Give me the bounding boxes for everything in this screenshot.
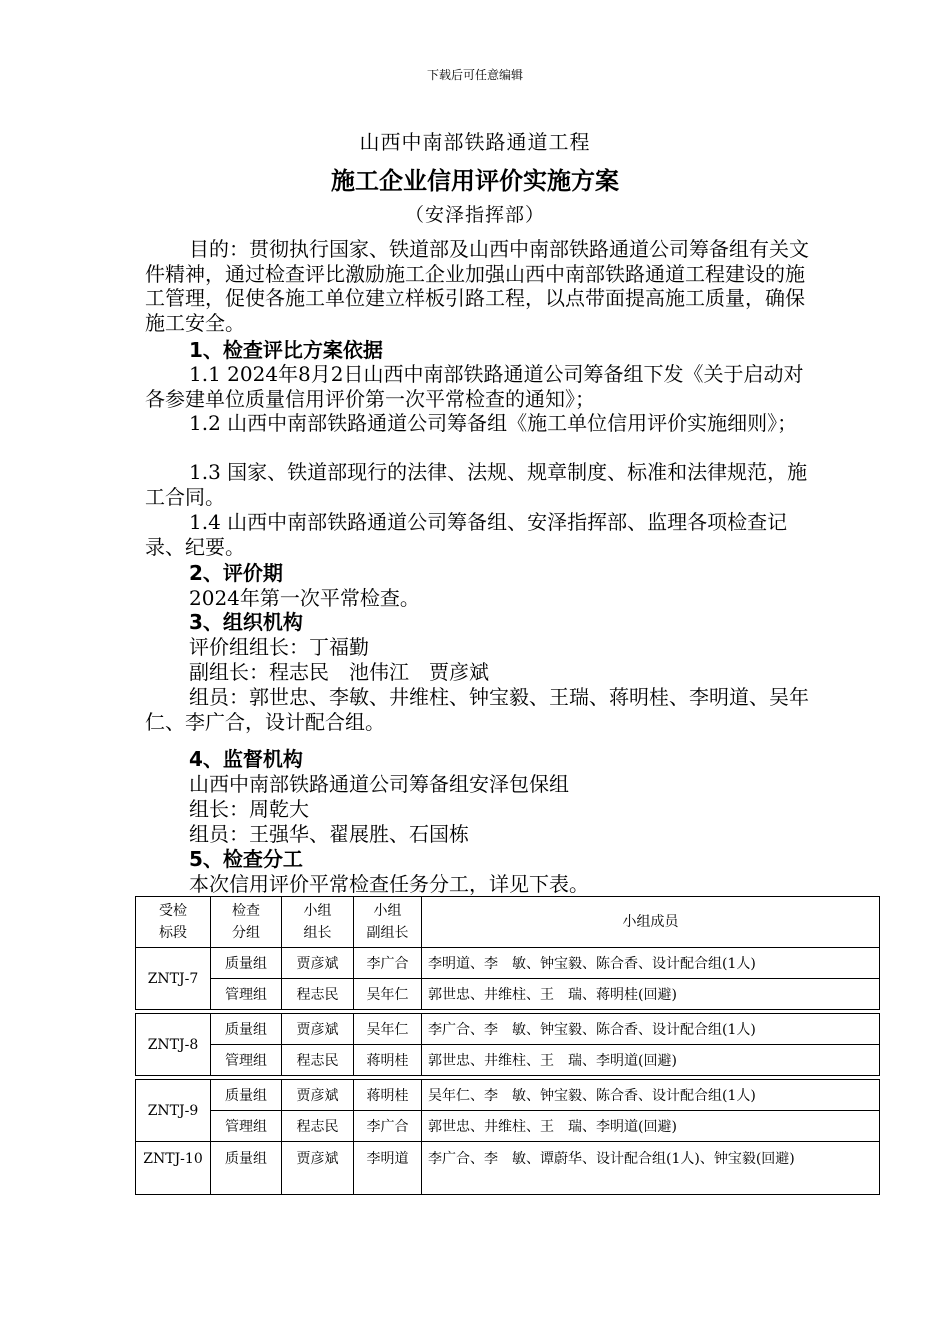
members-cell: 郭世忠、井维柱、王 瑞、李明道(回避) <box>422 1111 880 1142</box>
basis-item-2: 1.2 山西中南部铁路通道公司筹备组《施工单位信用评价实施细则》； <box>189 411 798 435</box>
table-row <box>136 1014 880 1045</box>
members-cell: 李明道、李 敏、钟宝毅、陈合香、设计配合组(1人) <box>422 948 880 979</box>
document-subtitle: （安泽指挥部） <box>404 204 545 226</box>
table-row <box>136 1111 880 1142</box>
section-cell: ZNTJ-7 <box>136 948 211 1010</box>
leader-cell: 程志民 <box>282 1045 354 1076</box>
basis-item-1: 1.1 2024年8月2日山西中南部铁路通道公司筹备组下发《关于启动对各参建单位质量信用评价第一次平常检查的通知》； <box>145 362 804 411</box>
basis-item-3: 1.3 国家、铁道部现行的法律、法规、规章制度、标准和法律规范，施工合同。 <box>145 460 808 509</box>
header-note: 下载后可任意编辑 <box>426 68 523 82</box>
group-cell: 质量组 <box>211 1080 282 1111</box>
leader-cell: 贾彦斌 <box>282 1080 354 1111</box>
deputy-cell: 李明道 <box>354 1142 422 1195</box>
members-cell: 郭世忠、井维柱、王 瑞、蒋明桂(回避) <box>422 979 880 1010</box>
basis-item-4: 1.4 山西中南部铁路通道公司筹备组、安泽指挥部、监理各项检查记录、纪要。 <box>145 510 788 559</box>
deputy-cell: 蒋明桂 <box>354 1080 422 1111</box>
supervision-members: 组员：王强华、翟展胜、石国栋 <box>189 822 469 846</box>
group-cell: 质量组 <box>211 1014 282 1045</box>
group-cell: 质量组 <box>211 1142 282 1195</box>
task-division-table <box>135 896 880 1195</box>
group-cell: 管理组 <box>211 1045 282 1076</box>
section-2-heading: 2、评价期 <box>189 561 283 585</box>
table-row <box>136 1142 880 1195</box>
members-cell: 吴年仁、李 敏、钟宝毅、陈合香、设计配合组(1人) <box>422 1080 880 1111</box>
table-row <box>136 1045 880 1076</box>
section-1-heading: 1、检查评比方案依据 <box>189 338 383 362</box>
section-3-heading: 3、组织机构 <box>189 610 303 634</box>
section-cell: ZNTJ-8 <box>136 1014 211 1076</box>
table-row <box>136 1080 880 1111</box>
section-5-heading: 5、检查分工 <box>189 847 303 871</box>
deputy-cell: 蒋明桂 <box>354 1045 422 1076</box>
document-title-line1: 山西中南部铁路通道工程 <box>359 130 591 154</box>
deputy-cell: 李广合 <box>354 1111 422 1142</box>
leader-cell: 贾彦斌 <box>282 1142 354 1195</box>
evaluation-members: 组员：郭世忠、李敏、井维柱、钟宝毅、王瑞、蒋明桂、李明道、吴年仁、李广合，设计配合组。 <box>145 685 809 734</box>
deputy-cell: 李广合 <box>354 948 422 979</box>
evaluation-period: 2024年第一次平常检查。 <box>189 586 420 610</box>
header-deputy: 小组 副组长 <box>354 897 422 948</box>
section-4-heading: 4、监督机构 <box>189 747 303 771</box>
purpose-paragraph: 目的：贯彻执行国家、铁道部及山西中南部铁路通道公司筹备组有关文件精神，通过检查评比激励施工企业加强山西中南部铁路通道工程建设的施工管理，促使各施工单位建立样板引路工程，以点带面提高施工质量，确保施工安全。 <box>145 237 809 335</box>
supervision-org: 山西中南部铁路通道公司筹备组安泽包保组 <box>189 772 569 796</box>
members-cell: 李广合、李 敏、钟宝毅、陈合香、设计配合组(1人) <box>422 1014 880 1045</box>
leader-cell: 程志民 <box>282 979 354 1010</box>
deputy-cell: 吴年仁 <box>354 1014 422 1045</box>
table-row <box>136 979 880 1010</box>
deputy-cell: 吴年仁 <box>354 979 422 1010</box>
supervision-leader: 组长：周乾大 <box>189 797 309 821</box>
header-members: 小组成员 <box>422 897 880 948</box>
leader-cell: 程志民 <box>282 1111 354 1142</box>
header-leader: 小组 组长 <box>282 897 354 948</box>
header-group: 检查 分组 <box>211 897 282 948</box>
leader-cell: 贾彦斌 <box>282 948 354 979</box>
group-cell: 质量组 <box>211 948 282 979</box>
section-cell: ZNTJ-10 <box>136 1142 211 1195</box>
leader-cell: 贾彦斌 <box>282 1014 354 1045</box>
section-cell: ZNTJ-9 <box>136 1080 211 1142</box>
header-section: 受检 标段 <box>136 897 211 948</box>
group-cell: 管理组 <box>211 979 282 1010</box>
task-division-intro: 本次信用评价平常检查任务分工，详见下表。 <box>189 872 589 896</box>
group-cell: 管理组 <box>211 1111 282 1142</box>
evaluation-leader: 评价组组长：丁福勤 <box>189 635 369 659</box>
evaluation-deputies: 副组长：程志民 池伟江 贾彦斌 <box>189 660 489 684</box>
document-title: 施工企业信用评价实施方案 <box>331 167 619 195</box>
table-header-row <box>136 897 880 948</box>
table-row <box>136 948 880 979</box>
members-cell: 郭世忠、井维柱、王 瑞、李明道(回避) <box>422 1045 880 1076</box>
members-cell: 李广合、李 敏、谭蔚华、设计配合组(1人)、钟宝毅(回避) <box>422 1142 880 1195</box>
